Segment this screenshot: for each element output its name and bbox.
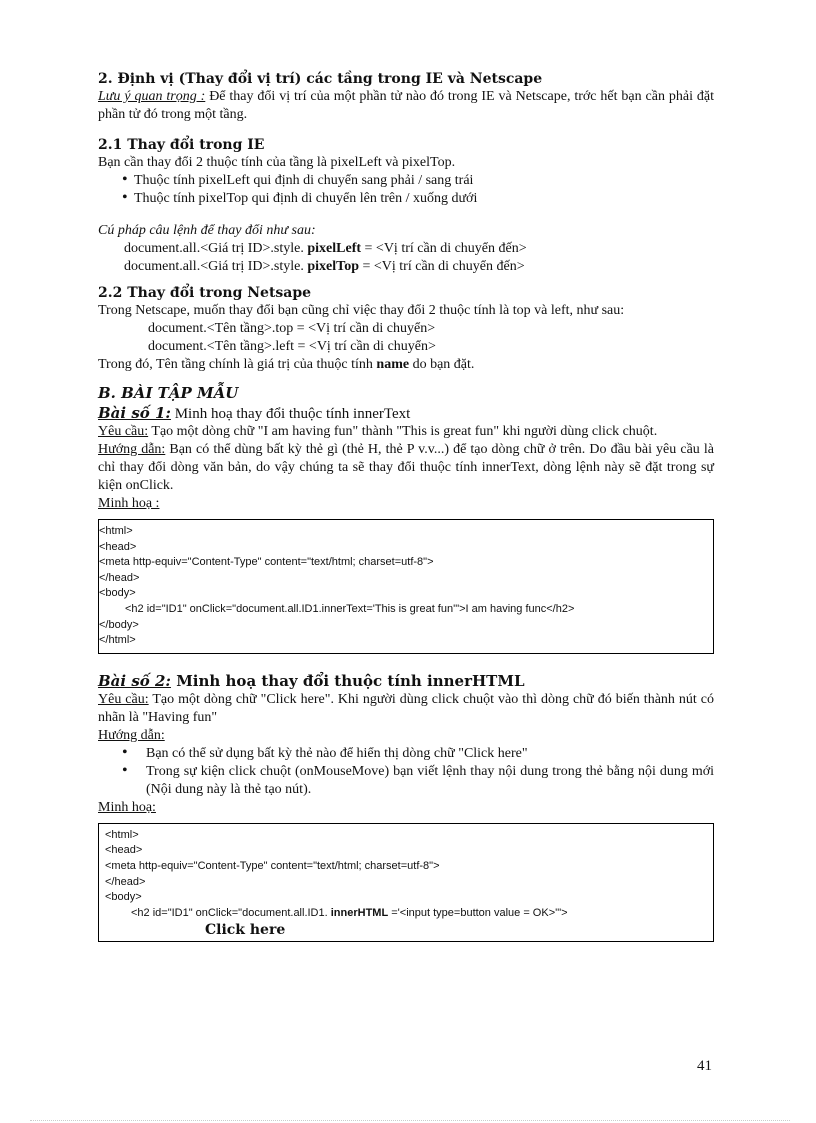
section-2-2-intro: Trong Netscape, muốn thay đổi bạn cũng chỉ việc thay đổi 2 thuộc tính là top và left, như sau: [98, 303, 625, 318]
outro-bold: name [376, 357, 410, 372]
code-click-here: Click here [205, 922, 286, 939]
exercise-1-guide [98, 441, 714, 495]
code-line: </head> [105, 875, 146, 888]
netscape-line-1: document.<Tên tầng>.top = <Vị trí cần di chuyển> [148, 321, 436, 336]
syntax-line-2-post: = <Vị trí cần di chuyển đến> [359, 259, 525, 274]
section-2-2-heading: 2.2 Thay đổi trong Netsape [98, 285, 312, 301]
exercise-1-illustration-label: Minh hoạ : [98, 496, 160, 511]
list-item: • Bạn có thể sử dụng bất kỳ thẻ nào để hiển thị dòng chữ "Click here" [98, 745, 714, 763]
requirement-label: Yêu cầu: [98, 424, 149, 439]
code-line: </head> [99, 571, 140, 584]
exercise-2-requirement [98, 691, 714, 727]
syntax-line-1-prop: pixelLeft [307, 241, 362, 256]
outro-pre: Trong đó, Tên tầng chính là giá trị của thuộc tính [98, 357, 377, 372]
exercise-2-title [98, 672, 714, 691]
code-h2-prop: innerHTML [330, 906, 389, 919]
requirement-label: Yêu cầu: [98, 691, 149, 707]
list-item: • Thuộc tính pixelTop qui định di chuyển lên trên / xuống dưới [98, 190, 714, 208]
syntax-line-2 [98, 258, 714, 276]
section-2-1-intro: Bạn cần thay đổi 2 thuộc tính của tầng là pixelLeft và pixelTop. [98, 155, 456, 170]
page-number: 41 [697, 1058, 712, 1074]
exercise-1-title-text: Minh hoạ thay đổi thuộc tính innerText [170, 406, 411, 422]
netscape-line-2: document.<Tên tầng>.left = <Vị trí cần di chuyển> [148, 339, 436, 354]
exercise-1-title [98, 404, 714, 423]
code-line: <body> [105, 891, 142, 904]
code-line: <body> [99, 587, 136, 600]
requirement-text: Tạo một dòng chữ "Click here". Khi người dùng click chuột vào thì dòng chữ đó biến thành nút có nhãn là "Having fun" [98, 691, 714, 725]
code-block-2 [98, 823, 714, 943]
code-line: <head> [105, 844, 143, 857]
syntax-line-1-post: = <Vị trí cần di chuyển đến> [361, 241, 527, 256]
code-h2-post: ='<input type=button value = OK>'"> [388, 906, 568, 919]
code-line: <meta http-equiv="Content-Type" content="text/html; charset=utf-8"> [105, 859, 440, 872]
syntax-line-1-pre: document.all.<Giá trị ID>.style. [124, 241, 308, 256]
code-line: <meta http-equiv="Content-Type" content="text/html; charset=utf-8"> [99, 556, 434, 569]
code-line: </html> [99, 634, 136, 647]
code-line: <html> [105, 828, 139, 841]
exercise-2-title-text: Minh hoạ thay đổi thuộc tính innerHTML [170, 671, 525, 690]
exercise-1-number: Bài số 1: [98, 404, 171, 422]
list-item: • Thuộc tính pixelLeft qui định di chuyển sang phải / sang trái [98, 172, 714, 190]
footer-divider [30, 1120, 790, 1121]
section-2-1-bullets [98, 172, 714, 208]
code-line-h2 [105, 906, 713, 922]
syntax-line-1 [98, 240, 714, 258]
syntax-line-2-pre: document.all.<Giá trị ID>.style. [124, 259, 308, 274]
page-content [98, 70, 714, 942]
requirement-text: Tạo một dòng chữ "I am having fun" thành "This is great fun" khi người dùng click chuột. [148, 424, 658, 439]
section-2-heading: 2. Định vị (Thay đổi vị trí) các tầng trong IE và Netscape [98, 71, 543, 87]
code-block-1 [98, 519, 714, 654]
code-line: <h2 id="ID1" onClick="document.all.ID1.innerText='This is great fun'">I am having func</h2> [125, 602, 575, 615]
note-text: Để thay đổi vị trí của một phần tử nào đó trong IE và Netscape, trớc hết bạn cần phải đặt phần tử đó trong một tầng. [98, 89, 715, 122]
code-line: </body> [99, 618, 139, 631]
code-h2-pre: <h2 id="ID1" onClick="document.all.ID1. [131, 906, 331, 919]
section-2-2-outro [98, 356, 714, 374]
exercise-2-guide-label: Hướng dẫn: [98, 727, 165, 743]
section-2-note [98, 88, 714, 124]
note-label: Lưu ý quan trọng : [98, 89, 206, 104]
section-2-1-heading: 2.1 Thay đổi trong IE [98, 137, 265, 153]
exercise-2-bullets [98, 745, 714, 799]
syntax-line-2-prop: pixelTop [307, 259, 359, 274]
syntax-label: Cú pháp câu lệnh để thay đổi như sau: [98, 223, 316, 238]
exercise-2-number: Bài số 2: [98, 671, 171, 690]
guide-label: Hướng dẫn: [98, 442, 166, 457]
exercise-2-illustration-label: Minh hoạ: [98, 799, 156, 815]
outro-post: do bạn đặt. [409, 357, 475, 372]
exercise-1-requirement [98, 423, 714, 441]
list-item: • Trong sự kiện click chuột (onMouseMove) bạn viết lệnh thay nội dung trong thẻ bằng nội dung mới (Nội dung này là thẻ tạo nút). [98, 763, 714, 799]
guide-text: Bạn có thể dùng bất kỳ thẻ gì (thẻ H, thẻ P v.v...) để tạo dòng chữ ở trên. Do đầu bài yêu cầu là chỉ thay đổi dòng văn bản, do vậy chúng ta sẽ thay đổi thuộc tính innerText, dòng lệnh này sẽ đặt trong sự kiện onClick. [98, 442, 714, 493]
code-line: <html> [99, 525, 133, 537]
section-b-heading: B. BÀI TẬP MẪU [98, 384, 239, 402]
code-line: <head> [99, 540, 137, 553]
